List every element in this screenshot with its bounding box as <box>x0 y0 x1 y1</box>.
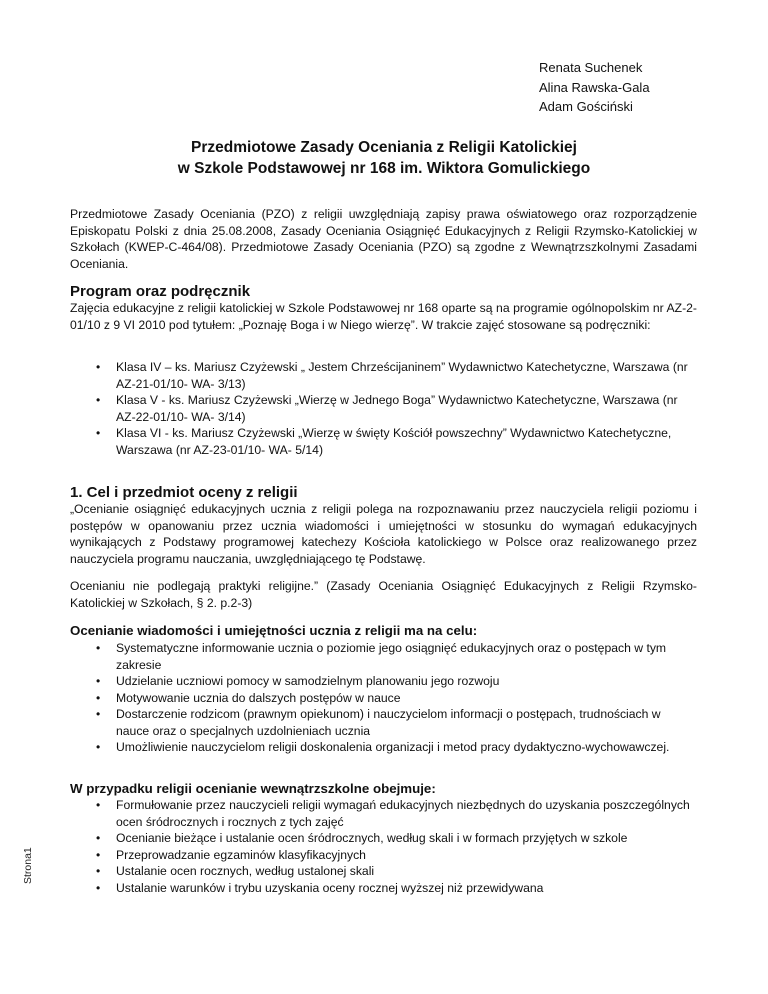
internal-assessment-heading: W przypadku religii ocenianie wewnątrzszkolne obejmuje: <box>70 781 436 796</box>
intro-paragraph: Przedmiotowe Zasady Oceniania (PZO) z religii uwzględniają zapisy prawa oświatowego oraz rozporządzenie Episkopatu Polski z dnia 25.08.2008, Zasady Oceniania Osiągnięć Edukacyjnych z Religii Rzymsko-Katolickiej w Szkołach (KWEP-C-464/08). Przedmiotowe Zasady Oceniania (PZO) są zgodne z Wewnątrzszkolnymi Zasadami Oceniania. <box>70 207 697 271</box>
program-heading: Program oraz podręcznik <box>70 283 251 300</box>
textbook-list <box>92 359 692 458</box>
list-item: • Ustalanie ocen rocznych, według ustalonej skali <box>92 863 692 880</box>
title-line: w Szkole Podstawowej nr 168 im. Wiktora Gomulickiego <box>177 160 591 177</box>
list-item: • Umożliwienie nauczycielom religii doskonalenia organizacji i metod pracy dydaktyczno-wychowawczej. <box>92 739 692 756</box>
title-line: Przedmiotowe Zasady Oceniania z Religii Katolickiej <box>191 139 577 156</box>
list-item: • Ustalanie warunków i trybu uzyskania oceny rocznej wyższej niż przewidywana <box>92 880 692 897</box>
page-number-label: Strona1 <box>22 847 34 884</box>
section1-heading: 1. Cel i przedmiot oceny z religii <box>70 484 298 501</box>
list-item: • Klasa VI - ks. Mariusz Czyżewski „Wierzę w święty Kościół powszechny” Wydawnictwo Katechetyczne, Warszawa (nr AZ-23-01/10- WA- 5/14) <box>92 425 692 458</box>
program-paragraph: Zajęcia edukacyjne z religii katolickiej w Szkole Podstawowej nr 168 oparte są na programie ogólnopolskim nr AZ-2-01/10 z 9 VI 2010 pod tytułem: „Poznaję Boga i w Niego wierzę”. W trakcie zajęć stosowane są podręczniki: <box>70 301 697 332</box>
section1-note: Ocenianiu nie podlegają praktyki religijne.” (Zasady Oceniania Osiągnięć Edukacyjnych z Religii Rzymsko-Katolickiej w Szkołach, § 2. p.2-3) <box>70 579 697 610</box>
list-item: • Motywowanie ucznia do dalszych postępów w nauce <box>92 690 692 707</box>
list-item: • Ocenianie bieżące i ustalanie ocen śródrocznych, według skali i w formach przyjętych w szkole <box>92 830 692 847</box>
list-item: • Klasa V - ks. Mariusz Czyżewski „Wierzę w Jednego Boga” Wydawnictwo Katechetyczne, Warszawa (nr AZ-22-01/10- WA- 3/14) <box>92 392 692 425</box>
authors-block <box>539 58 650 117</box>
internal-assessment-list <box>92 797 692 896</box>
list-item: • Formułowanie przez nauczycieli religii wymagań edukacyjnych niezbędnych do uzyskania poszczególnych ocen śródrocznych i rocznych z tych zajęć <box>92 797 692 830</box>
goals-heading: Ocenianie wiadomości i umiejętności ucznia z religii ma na celu: <box>70 623 478 638</box>
document-title <box>60 137 708 179</box>
author-name: Alina Rawska-Gala <box>539 79 650 95</box>
author-name: Renata Suchenek <box>539 60 643 75</box>
goals-list <box>92 640 692 756</box>
list-item: • Klasa IV – ks. Mariusz Czyżewski „ Jestem Chrześcijaninem” Wydawnictwo Katechetyczne, Warszawa (nr AZ-21-01/10- WA- 3/13) <box>92 359 692 392</box>
author-name: Adam Gościński <box>539 99 633 114</box>
list-item: • Udzielanie uczniowi pomocy w samodzielnym planowaniu jego rozwoju <box>92 673 692 690</box>
list-item: • Przeprowadzanie egzaminów klasyfikacyjnych <box>92 847 692 864</box>
list-item: • Dostarczenie rodzicom (prawnym opiekunom) i nauczycielom informacji o postępach, trudnościach w nauce oraz o specjalnych uzdolnieniach ucznia <box>92 706 692 739</box>
list-item: • Systematyczne informowanie ucznia o poziomie jego osiągnięć edukacyjnych oraz o postępach w tym zakresie <box>92 640 692 673</box>
section1-quote: „Ocenianie osiągnięć edukacyjnych ucznia z religii polega na rozpoznawaniu przez nauczyciela religii poziomu i postępów w opanowaniu przez ucznia wiadomości i umiejętności w stosunku do wymagań edukacyjnych wynikających z Podstawy programowej katechezy Kościoła katolickiego w Polsce oraz realizowanego przez nauczyciela programu nauczania, uwzględniającego tę Podstawę. <box>70 502 697 566</box>
